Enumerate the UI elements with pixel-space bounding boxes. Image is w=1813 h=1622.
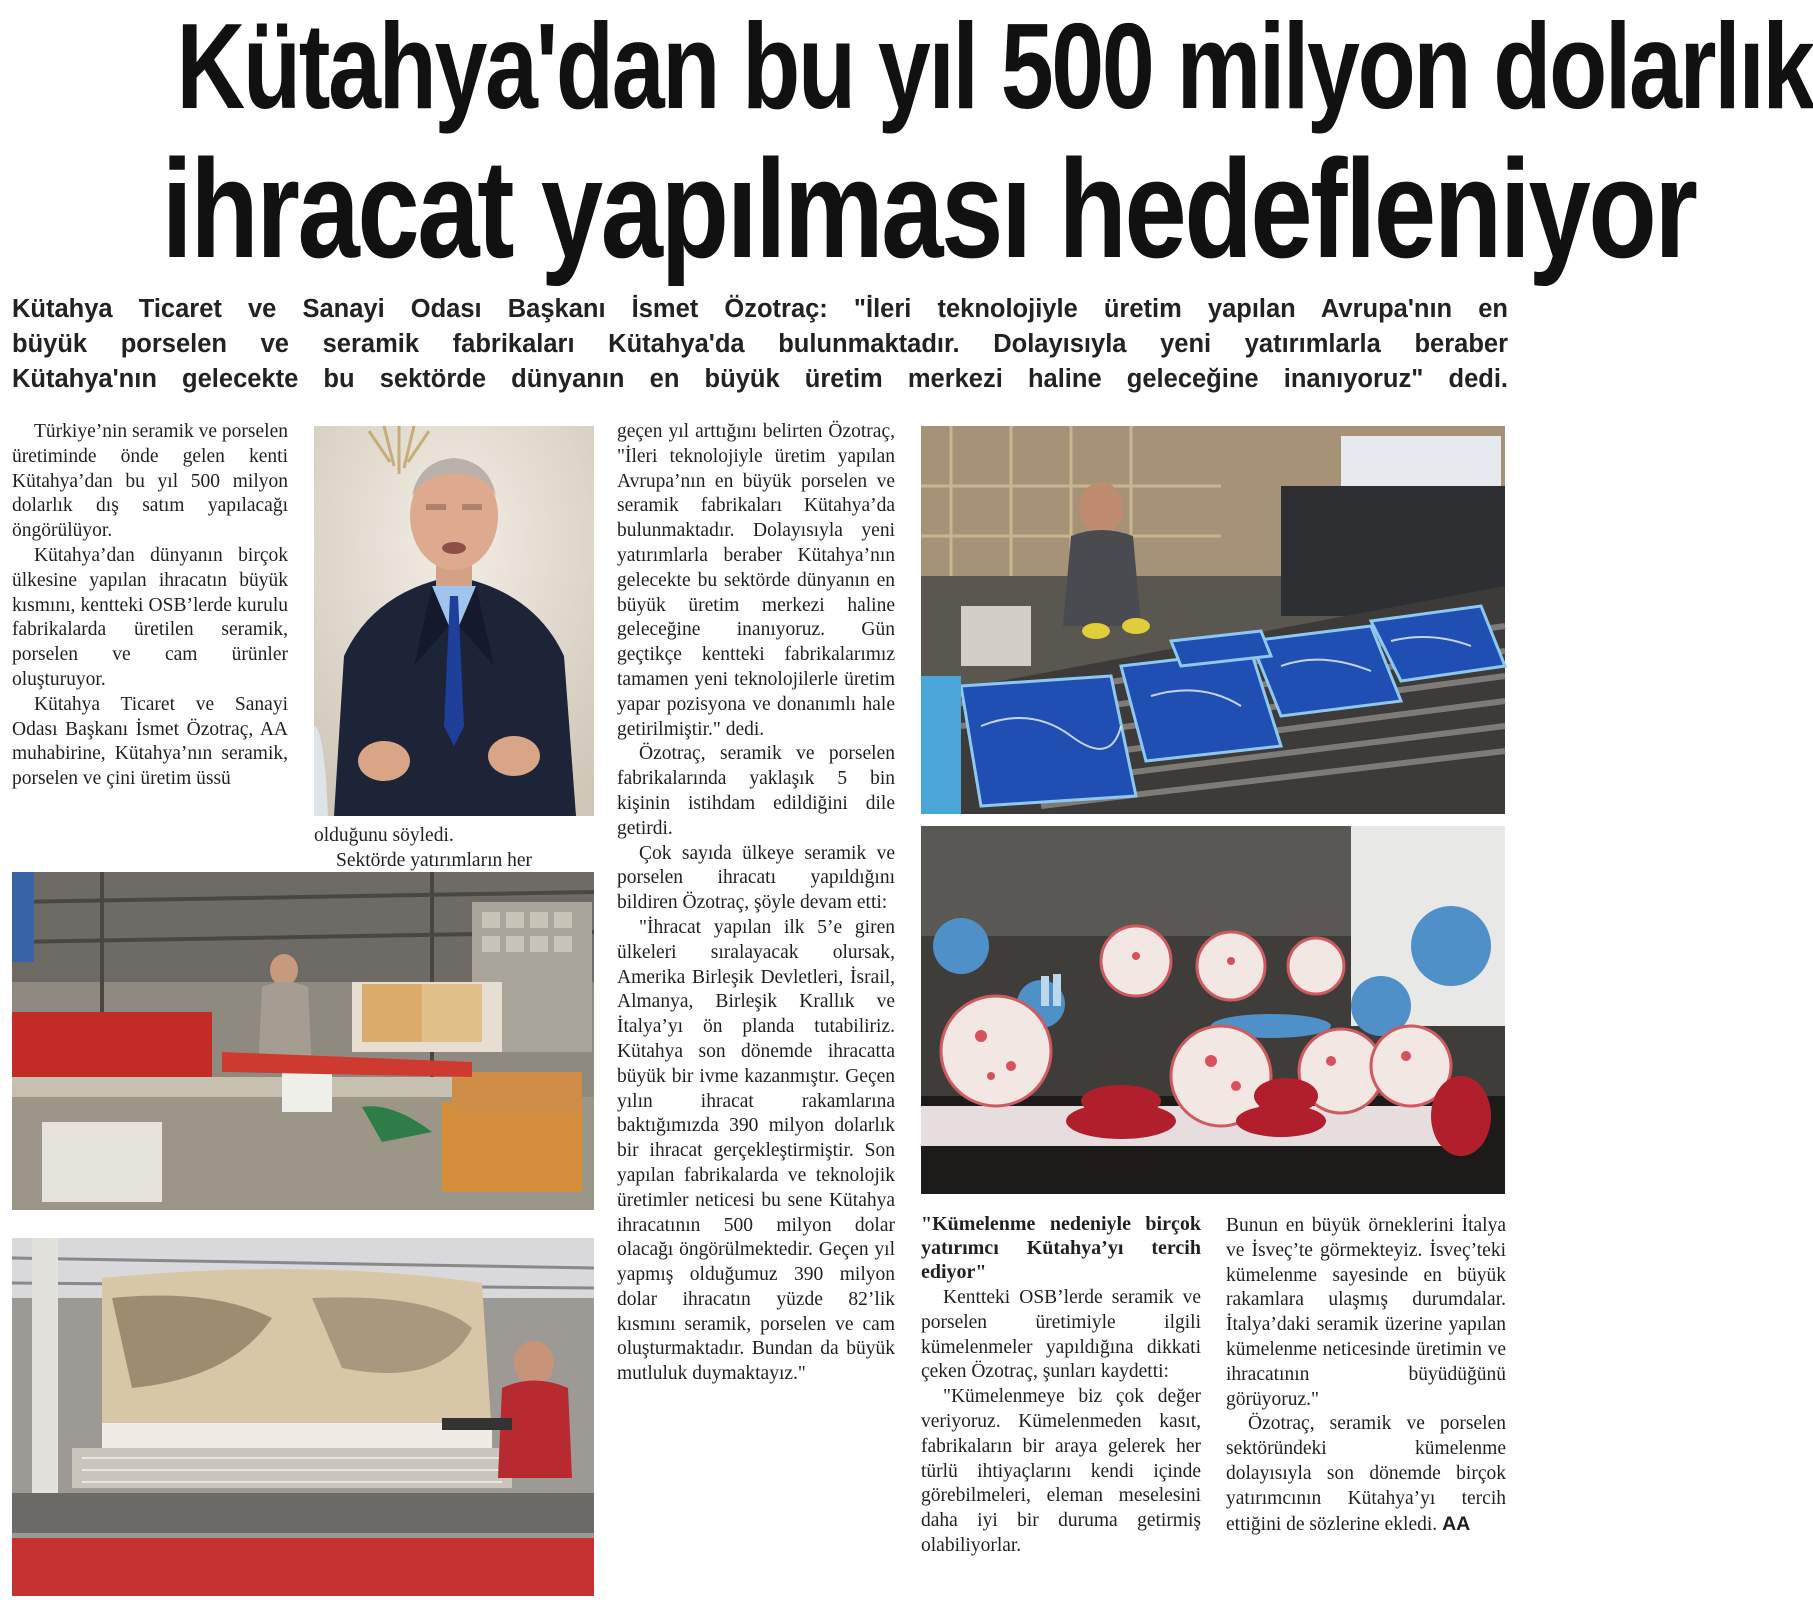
lead-line-1: Kütahya Ticaret ve Sanayi Odası Başkanı İsmet Özotraç: "İleri teknolojiyle üretim yapılan Avrupa'nın en [12,295,1508,323]
tile-production-photo [921,426,1505,814]
lead-line-3: Kütahya'nın gelecekte bu sektörde dünyanın en büyük üretim merkezi haline geleceğine inanıyoruz" dedi. [12,365,1508,393]
col3-paragraph-4: "İhracat yapılan ilk 5’e giren ülkeleri sıralayacak olursak, Amerika Birleşik Devletleri, İsrail, Almanya, Birleşik Krallık ve İtalya’yı ön planda tutabiliriz. Kütahya son dönemde ihracatta büyük bir ivme kazanmıştır. Geçen yılın ihracat rakamlarına baktığımızda 390 milyon dolarlık bir ihracat gerçekleştirmiştir. Son yapılan fabrikalarda ve teknolojik üretimler neticesi bu sene Kütahya ihracatının 500 milyon dolar olacağı öngörülmektedir. Geçen yıl yapmış olduğumuz 390 milyon dolar ihracatın yüzde 82’lik kısmını seramik, porselen ve cam oluşturmaktadır. Bundan da büyük mutluluk duymaktayız." [617,916,895,1385]
col2-paragraph-2: Sektörde yatırımların her [336,849,533,871]
column-5 [1226,1214,1506,1604]
tableware-display-photo [921,826,1505,1194]
col4-paragraph-2: "Kümelenmeye biz çok değer veriyoruz. Kümelenmeden kasıt, fabrikaların bir araya gelerek her türlü ihtiyaçlarını kendi içinde görebilmeleri, eleman meselesini daha iyi bir duruma getirmiş olabiliyorlar. [921,1386,1201,1556]
col2-paragraph-1: olduğunu söyledi. [314,825,454,846]
col5-paragraph-2-text: Özotraç, seramik ve porselen sektöründeki kümelenme dolayısıyla son dönemde birçok yatırımcının Kütahya’yı tercih ettiğini de sözlerine ekledi. [1226,1413,1506,1535]
col3-paragraph-2: Özotraç, seramik ve porselen fabrikalarında yaklaşık 5 bin kişinin istihdam edildiğini dile getirdi. [617,743,895,839]
headline-line-1: Kütahya'dan bu yıl 500 milyon dolarlık [176,0,1813,134]
col4-paragraph-1: Kentteki OSB’lerde seramik ve porselen üretimiyle ilgili kümelenmeler yapıldığına dikkati çeken Özotraç, şunları kaydetti: [921,1287,1201,1383]
column-4 [921,1212,1201,1602]
col1-paragraph-3: Kütahya Ticaret ve Sanayi Odası Başkanı İsmet Özotraç, AA muhabirine, Kütahya’nın seramik, porselen ve çini üretim üssü [12,693,288,790]
lead-paragraph [12,292,1508,397]
lead-line-2: büyük porselen ve seramik fabrikaları Kütahya'da bulunmaktadır. Dolayısıyla yeni yatırımlarla beraber [12,330,1508,358]
workshop-photo [12,872,594,1210]
portrait-photo [314,426,594,816]
column-3 [617,420,895,1600]
col3-paragraph-3: Çok sayıda ülkeye seramik ve porselen ihracatı yapıldığını bildiren Özotraç, şöyle devam etti: [617,842,895,914]
kiln-photo [12,1238,594,1596]
subheading: "Kümelenme nedeniyle birçok yatırımcı Kütahya’yı tercih ediyor" [921,1213,1201,1283]
col5-paragraph-1: Bunun en büyük örneklerini İtalya ve İsveç’te görmekteyiz. İsveç’teki kümelenme sayesinde en büyük rakamlara ulaşmış durumdalar. İtalya’daki seramik üzerine yapılan kümelenme neticesinde üretimin ve ihracatının büyüdüğünü görüyoruz." [1226,1215,1506,1410]
column-2 [314,824,594,874]
column-1 [12,420,288,870]
headline-line-2: ihracat yapılması hedefleniyor [161,130,1696,287]
col3-paragraph-1: geçen yıl arttığını belirten Özotraç, "İleri teknolojiyle üretim yapılan Avrupa’nın en büyük porselen ve seramik fabrikaları Kütahya’da bulunmaktadır. Dolayısıyla yeni yatırımlarla beraber Kütahya’nın gelecekte bu sektörde dünyanın en büyük üretim merkezi haline geleceğine inanıyoruz. Gün geçtikçe kentteki fabrikalarımız tamamen yeni teknolojilerle üretim yapar pozisyona ve donanımlı hale getirilmiştir." dedi. [617,421,895,740]
col5-paragraph-2 [1226,1412,1506,1537]
agency-signature: AA [1442,1512,1471,1535]
col1-paragraph-2: Kütahya’dan dünyanın birçok ülkesine yapılan ihracatın büyük kısmını, kentteki OSB’lerde kurulu fabrikalarda üretilen seramik, porselen ve cam ürünler oluşturuyor. [12,544,288,690]
col1-paragraph-1: Türkiye’nin seramik ve porselen üretiminde önde gelen kenti Kütahya’dan bu yıl 500 milyon dolarlık dış satım yapılacağı öngörülüyor. [12,421,288,542]
